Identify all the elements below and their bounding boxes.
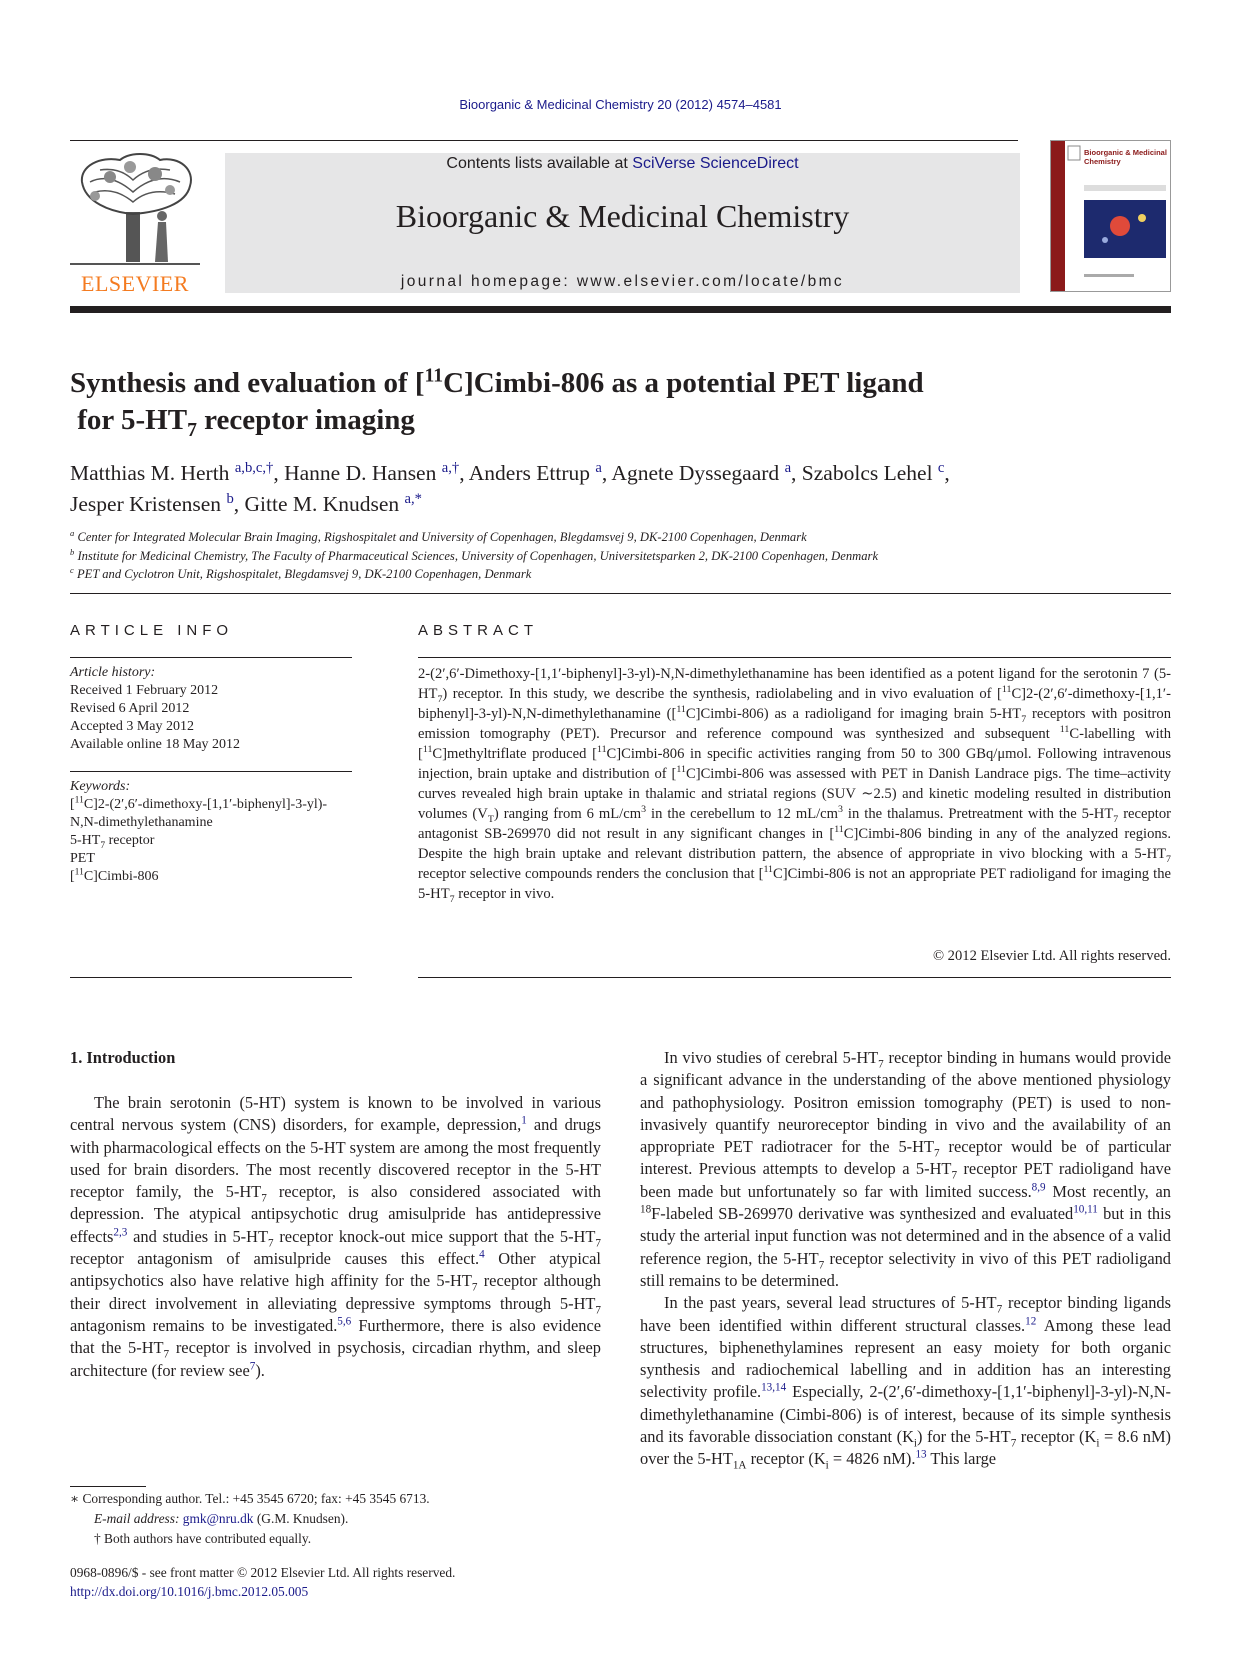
abstract-heading: ABSTRACT: [418, 622, 539, 639]
abstract-text: 2-(2′,6′-Dimethoxy-[1,1′-biphenyl]-3-yl)-N,N-dimethylethanamine has been identified as a potent ligand for the serotonin 7 $(5-HT_7)$ receptor. In this study, we describe the synthesis, radiolabeling and in vivo evaluation of [$^{11}$C]2-(2′,6′-dimethoxy-[1,1′-biphenyl]-3-yl)-N,N-dimethylethanamine ([$^{11}$C]Cimbi-806) as a radioligand for imaging brain $5-HT_7$ receptors with positron emission tomography (PET). Precursor and reference compound was synthesized and subsequent $^{11}$C-labelling with [$^{11}$C]methyltriflate produced [$^{11}$C]Cimbi-806 in specific activities ranging from 50 to 300 GBq/μmol. Following intravenous injection, brain uptake and distribution of [$^{11}$C]Cimbi-806 was assessed with PET in Danish Landrace pigs. The time–activity curves revealed high brain uptake in thalamic and striatal regions (SUV ∼2.5) and kinetic modeling resulted in distribution volumes $(V_T)$ ranging from 6 $mL/cm^3$ in the cerebellum to 12 $mL/cm^3$ in the thalamus. Pretreatment with the $5-HT_7$ receptor antagonist SB-269970 did not result in any significant changes in [$^{11}$C]Cimbi-806 binding in any of the analyzed regions. Despite the high brain uptake and relevant distribution pattern, the absence of appropriate in vivo blocking with a $5-HT_7$ receptor selective compounds renders the conclusion that [$^{11}$C]Cimbi-806 is not an appropriate PET radioligand for imaging the $5-HT_7$ receptor in vivo.: [418, 666, 1172, 905]
article-info-heading: ARTICLE INFO: [70, 622, 234, 639]
intro-paragraph-1: The brain serotonin (5-HT) system is known to be involved in various central nervous system (CNS) disorders, for example, depression,$^1$ and drugs with pharmacological effects on the 5-HT system are among the most frequently used for brain disorders. The most recently discovered receptor in the 5-HT receptor family, the $5-HT_7$ receptor, is also considered associated with depression. The atypical antipsychotic drug amisulpride has antidepressive effects$^{2,3}$ and studies in $5-HT_7$ receptor knock-out mice support that the $5-HT_7$ receptor antagonism of amisulpride causes this effect.$^4$ Other atypical antipsychotics also have relative high affinity for the $5-HT_7$ receptor although their direct involvement in alleviating depressive symptoms through $5-HT_7$ antagonism remains to be investigated.$^{5,6}$ Furthermore, there is also evidence that the $5-HT_7$ receptor is involved in psychosis, circadian rhythm, and sleep architecture (for review see$^7$).: [70, 1093, 602, 1380]
journal-homepage[interactable]: journal homepage: www.elsevier.com/locate/bmc: [400, 273, 845, 290]
keyword: [$^{11}$C]2-(2′,6′-dimethoxy-[1,1′-biphenyl]-3-yl)-N,N-dimethylethanamine: [70, 795, 328, 830]
author: Matthias M. Herth $^{a,b,c,\dagger}$,: [70, 459, 285, 485]
doi-link[interactable]: http://dx.doi.org/10.1016/j.bmc.2012.05.005: [70, 1584, 309, 1599]
elsevier-tree-icon: [70, 152, 200, 270]
section-heading-introduction: 1. Introduction: [70, 1048, 176, 1067]
abstract-copyright: © 2012 Elsevier Ltd. All rights reserved.: [932, 948, 1171, 964]
sciencedirect-link[interactable]: SciVerse ScienceDirect: [632, 155, 799, 172]
citation[interactable]: 8,9: [1031, 1181, 1046, 1194]
affiliation-b: $^b$ Institute for Medicinal Chemistry, The Faculty of Pharmaceutical Sciences, University of Copenhagen, Universitetsparken 2, DK-2100 Copenhagen, Denmark: [70, 546, 879, 563]
citation[interactable]: 5,6: [337, 1315, 352, 1328]
author: Hanne D. Hansen $^{a,\dagger}$,: [284, 459, 469, 485]
author: Jesper Kristensen $^b$,: [70, 490, 245, 516]
publisher-name: ELSEVIER: [81, 271, 189, 296]
body-column-left: [70, 1092, 601, 1382]
citation[interactable]: 13: [915, 1448, 927, 1461]
journal-cover: [1050, 140, 1171, 292]
footnote-email: E-mail address: gmk@nru.dk (G.M. Knudsen).: [94, 1511, 349, 1526]
author: Szabolcs Lehel $^c$,: [801, 459, 950, 485]
citation[interactable]: 1: [521, 1114, 527, 1127]
body-column-right: [640, 1047, 1171, 1471]
footnotes: [70, 1489, 610, 1549]
contents-prefix: Contents lists available at: [446, 155, 633, 172]
affiliations: [70, 528, 1170, 584]
author: Agnete Dyssegaard $^a$,: [611, 459, 802, 485]
citation[interactable]: 2,3: [113, 1226, 128, 1239]
article-info-rule: [70, 657, 352, 658]
keyword: $5-HT_7$ receptor: [70, 833, 155, 851]
elsevier-logo: [70, 152, 200, 296]
citation[interactable]: 12: [1025, 1315, 1037, 1328]
author: Gitte M. Knudsen $^{a,*}$: [244, 490, 422, 516]
footnote-rule: [70, 1486, 146, 1487]
citation[interactable]: 4: [479, 1248, 485, 1261]
journal-title: Bioorganic & Medicinal Chemistry: [395, 198, 850, 234]
journal-reference[interactable]: Bioorganic & Medicinal Chemistry 20 (2012) 4574–4581: [459, 97, 782, 112]
author: Anders Ettrup $^a$,: [468, 459, 612, 485]
header-rule: [70, 140, 1018, 141]
affiliation-a: $^a$ Center for Integrated Molecular Brain Imaging, Rigshospitalet and University of Copenhagen, Blegdamsvej 9, DK-2100 Copenhagen, Denmark: [70, 527, 807, 544]
citation[interactable]: 10,11: [1073, 1203, 1098, 1216]
history-rule: [70, 771, 352, 772]
abstract-rule: [418, 657, 1171, 658]
issn-line: 0968-0896/$ - see front matter © 2012 Elsevier Ltd. All rights reserved.: [70, 1565, 456, 1580]
keyword: [$^{11}$C]Cimbi-806: [70, 867, 159, 884]
footnote-corresponding: ∗ Corresponding author. Tel.: +45 3545 6720; fax: +45 3545 6713.: [70, 1491, 430, 1506]
intro-paragraph-3: In the past years, several lead structures of $5-HT_7$ receptor binding ligands have been identified within different structural classes.$^{12}$ Among these lead structures, biphenethylamines represent an easy moiety for both organic synthesis and radiochemical labelling and in addition has an interesting selectivity profile.$^{13,14}$ Especially, 2-(2′,6′-dimethoxy-[1,1′-biphenyl]-3-yl)-N,N-dimethylethanamine (Cimbi-806) is of interest, because of its simple synthesis and its favorable dissociation constant $(K_i)$ for the $5-HT_7$ receptor ($K_i = 8.6$ nM) over the $5-HT_{1A}$ receptor ($K_i = 4826$ nM).$^{13}$ This large: [640, 1293, 1172, 1472]
cover-title: Bioorganic & Medicinal Chemistry: [1084, 148, 1167, 166]
article-title: Synthesis and evaluation of [$^{11}$C]Cimbi-806 as a potential PET ligand for $5-HT_7$ receptor imaging: [70, 364, 924, 441]
article-info-bottom-rule: [70, 977, 352, 978]
affiliation-c: $^c$ PET and Cyclotron Unit, Rigshospitalet, Blegdamsvej 9, DK-2100 Copenhagen, Denmark: [70, 564, 532, 581]
email-link[interactable]: gmk@nru.dk: [182, 1511, 254, 1526]
footnote-equal: † Both authors have contributed equally.: [94, 1531, 312, 1546]
citation[interactable]: 13,14: [761, 1381, 787, 1394]
article-history: Article history: Received 1 February 2012 Revised 6 April 2012 Accepted 3 May 2012 Available online 18 May 2012: [70, 665, 241, 752]
contents-line: [225, 155, 1020, 173]
issn-block: [70, 1563, 630, 1601]
affiliation-rule: [70, 593, 1171, 594]
intro-paragraph-2: In vivo studies of cerebral $5-HT_7$ receptor binding in humans would provide a significant advance in the understanding of the above mentioned physiology and pathophysiology. Positron emission tomography (PET) is used to non-invasively quantify neuroreceptor binding in vivo and the availability of an appropriate PET radiotracer for the $5-HT_7$ receptor would be of particular interest. Previous attempts to develop a $5-HT_7$ receptor PET radioligand have been made but unfortunately so far with limited success.$^{8,9}$ Most recently, an $^{18}$F-labeled SB-269970 derivative was synthesized and evaluated$^{10,11}$ but in this study the arterial input function was not determined and in the absence of a valid reference region, the $5-HT_7$ receptor selectivity in vivo of this PET radioligand still remains to be determined.: [640, 1048, 1172, 1290]
header-thick-rule: [70, 306, 1171, 313]
citation[interactable]: 7: [249, 1360, 256, 1373]
abstract-bottom-rule: [418, 977, 1171, 978]
author-list: [70, 458, 1170, 520]
keyword: PET: [70, 851, 95, 866]
keywords: Keywords: [$^{11}$C]2-(2′,6′-dimethoxy-[1,1′-biphenyl]-3-yl)-N,N-dimethylethanamine $5-HT_7$ receptor PET [$^{11}$C]Cimbi-806: [70, 778, 352, 886]
